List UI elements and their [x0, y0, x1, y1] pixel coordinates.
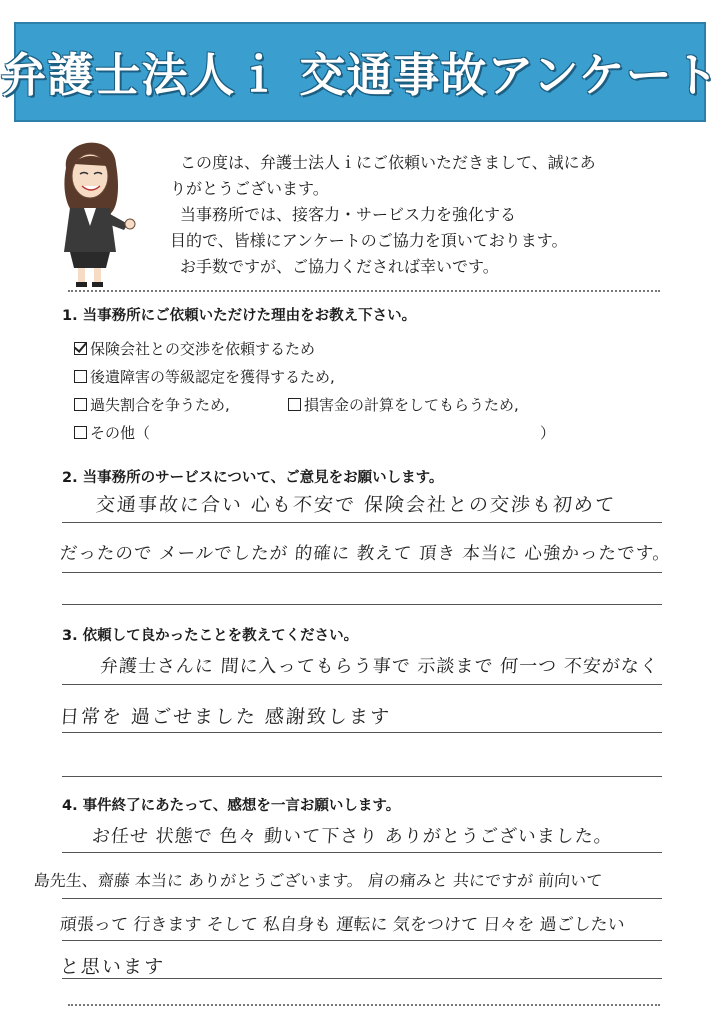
answer-rule	[62, 776, 662, 777]
staff-illustration	[44, 128, 140, 290]
checkbox[interactable]	[74, 398, 87, 411]
intro-line: 目的で、皆様にアンケートのご協力を頂いております。	[170, 231, 568, 250]
section-divider	[68, 1004, 660, 1006]
q1-option-fault-ratio[interactable]	[74, 394, 230, 415]
answer-rule	[62, 852, 662, 853]
option-label: その他（	[90, 424, 151, 442]
q2-answer-line: 交通事故に合い 心も不安で 保険会社との交渉も初めて	[95, 494, 617, 516]
q4-answer-line: 頑張って 行きます そして 私自身も 運転に 気をつけて 日々を 過ごしたい	[59, 915, 626, 935]
answer-rule	[62, 684, 662, 685]
q4-answer-line: 島先生、齋藤 本当に ありがとうございます。 肩の痛みと 共にですが 前向いて	[33, 871, 603, 890]
q3-answer-line: 弁護士さんに 間に入ってもらう事で 示談まで 何一つ 不安がなく	[99, 656, 660, 677]
checkbox[interactable]	[74, 426, 87, 439]
option-label: 後遺障害の等級認定を獲得するため,	[90, 368, 335, 386]
q1-option-disability-grade[interactable]	[74, 366, 335, 387]
checkbox[interactable]	[288, 398, 301, 411]
option-label: 過失割合を争うため,	[90, 396, 230, 414]
answer-rule	[62, 604, 662, 605]
q4-answer-line: と思います	[59, 956, 166, 978]
option-label: 保険会社との交渉を依頼するため	[90, 340, 316, 358]
q1-option-damage-calculation[interactable]	[288, 394, 519, 415]
answer-rule	[62, 940, 662, 941]
answer-rule	[62, 572, 662, 573]
answer-rule	[62, 732, 662, 733]
checkbox-checked[interactable]	[74, 342, 87, 355]
header-banner	[0, 22, 720, 122]
q1-option-other[interactable]	[74, 422, 555, 443]
answer-rule	[62, 898, 662, 899]
question-1-title: 1. 当事務所にご依頼いただけた理由をお教え下さい。	[62, 308, 417, 324]
question-2-title: 2. 当事務所のサービスについて、ご意見をお願いします。	[62, 470, 444, 486]
question-4-title: 4. 事件終了にあたって、感想を一言お願いします。	[62, 798, 401, 814]
intro-line: この度は、弁護士法人ｉにご依頼いただきまして、誠にあ	[180, 153, 596, 172]
question-3-title: 3. 依頼して良かったことを教えてください。	[62, 628, 359, 644]
page-title: 弁護士法人ｉ 交通事故アンケート	[0, 48, 720, 102]
intro-line: 当事務所では、接客力・サービス力を強化する	[180, 205, 517, 224]
checkbox[interactable]	[74, 370, 87, 383]
q2-answer-line: だったので メールでしたが 的確に 教えて 頂き 本当に 心強かったです。	[59, 544, 672, 564]
intro-line: お手数ですが、ご協力くだされば幸いです。	[180, 257, 499, 276]
q4-answer-line: お任せ 状態で 色々 動いて下さり ありがとうございました。	[91, 826, 614, 847]
q1-option-insurance-negotiation[interactable]	[74, 338, 315, 359]
answer-rule	[62, 522, 662, 523]
q3-answer-line: 日常を 過ごせました 感謝致します	[59, 706, 392, 728]
intro-text	[170, 150, 690, 280]
option-label: 損害金の計算をしてもらうため,	[304, 396, 519, 414]
section-divider	[68, 290, 660, 292]
answer-rule	[62, 978, 662, 979]
intro-line: りがとうございます。	[170, 179, 329, 198]
other-close-paren: ）	[540, 424, 556, 442]
